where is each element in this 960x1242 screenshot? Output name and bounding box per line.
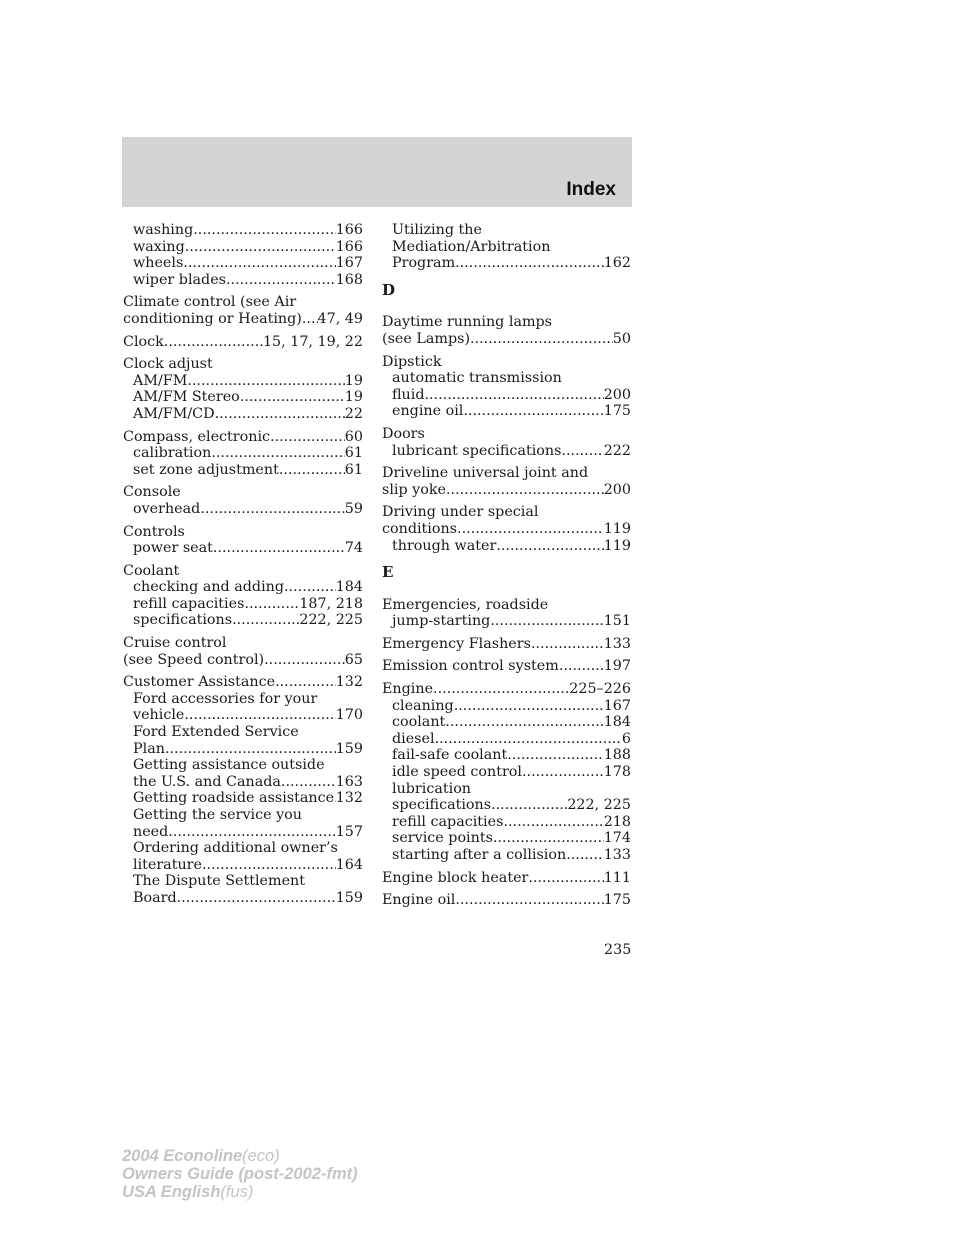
leader-dots xyxy=(522,764,604,781)
index-entry xyxy=(382,222,631,272)
index-line xyxy=(382,331,631,348)
index-entry xyxy=(123,222,363,288)
index-page-ref: 163 xyxy=(335,773,363,790)
index-term: Doors xyxy=(382,425,425,442)
index-page-ref: 19 xyxy=(344,372,363,389)
leader-dots xyxy=(183,255,335,272)
index-line xyxy=(382,698,631,715)
index-entry xyxy=(123,334,363,351)
leader-dots xyxy=(493,830,604,847)
index-line xyxy=(382,482,631,499)
index-term: (see Lamps) xyxy=(382,330,471,347)
index-line xyxy=(123,840,363,857)
index-term: Compass, electronic xyxy=(123,428,271,445)
index-entry xyxy=(123,524,363,557)
index-page-ref: 157 xyxy=(335,823,363,840)
index-entry xyxy=(382,314,631,347)
index-page-ref: 65 xyxy=(344,651,363,668)
index-line xyxy=(123,757,363,774)
leader-dots xyxy=(302,311,318,328)
index-letter-heading: E xyxy=(382,563,394,582)
index-page-ref: 47, 49 xyxy=(317,310,363,327)
index-line xyxy=(382,538,631,555)
index-page-ref: 222, 225 xyxy=(299,612,363,629)
index-page-ref: 61 xyxy=(344,445,363,462)
index-term: AM/FM Stereo xyxy=(133,389,240,406)
leader-dots xyxy=(213,540,345,557)
leader-dots xyxy=(185,239,336,256)
index-line xyxy=(123,272,363,289)
index-line xyxy=(382,465,631,482)
index-line xyxy=(382,314,631,331)
index-term: conditions xyxy=(382,520,458,537)
index-line xyxy=(382,403,631,420)
index-page-ref: 164 xyxy=(335,856,363,873)
index-line xyxy=(123,563,363,580)
index-entry xyxy=(382,636,631,653)
leader-dots xyxy=(457,521,604,538)
index-line xyxy=(382,222,631,239)
index-page-ref: 19 xyxy=(344,389,363,406)
index-entry xyxy=(123,294,363,327)
index-line xyxy=(123,707,363,724)
index-line xyxy=(123,807,363,824)
index-line xyxy=(382,636,631,653)
index-term: Driveline universal joint and xyxy=(382,465,589,482)
leader-dots xyxy=(232,612,299,629)
leader-dots xyxy=(531,636,604,653)
index-page-ref: 218 xyxy=(603,813,631,830)
index-page-ref: 197 xyxy=(603,658,631,675)
index-line xyxy=(123,579,363,596)
index-line xyxy=(123,389,363,406)
index-page-ref: 167 xyxy=(603,697,631,714)
index-page-ref: 200 xyxy=(603,481,631,498)
index-line xyxy=(382,370,631,387)
index-line xyxy=(123,445,363,462)
index-page-ref: 159 xyxy=(335,740,363,757)
index-entry xyxy=(382,658,631,675)
index-term: the U.S. and Canada xyxy=(133,773,281,790)
index-line xyxy=(123,239,363,256)
index-term: fluid xyxy=(392,386,425,403)
index-entry xyxy=(382,354,631,420)
footer-language: USA English xyxy=(122,1183,221,1201)
index-term: Console xyxy=(123,484,181,501)
index-term: The Dispute Settlement xyxy=(133,873,305,890)
index-line xyxy=(123,255,363,272)
index-line xyxy=(123,612,363,629)
index-page-ref: 166 xyxy=(335,222,363,238)
index-page-ref: 119 xyxy=(603,537,631,554)
index-term: cleaning xyxy=(392,697,454,714)
index-entry xyxy=(123,635,363,668)
index-page-ref: 6 xyxy=(621,730,631,747)
index-term: Ford accessories for your xyxy=(133,690,318,707)
index-entry xyxy=(382,597,631,630)
leader-dots xyxy=(284,579,336,596)
index-term: Program xyxy=(392,255,456,272)
index-page-ref: 159 xyxy=(335,889,363,906)
index-term: refill capacities xyxy=(392,813,504,830)
footer-line-3 xyxy=(122,1183,358,1201)
leader-dots xyxy=(184,707,335,724)
index-term: AM/FM/CD xyxy=(133,405,215,422)
index-line xyxy=(382,870,631,887)
index-page-ref: 222 xyxy=(603,442,631,459)
index-term: specifications xyxy=(392,797,492,814)
index-entry xyxy=(382,892,631,909)
index-line xyxy=(123,334,363,351)
index-term: Daytime running lamps xyxy=(382,314,553,331)
index-term: wheels xyxy=(133,255,184,272)
footer-model: 2004 Econoline xyxy=(122,1147,243,1165)
index-line xyxy=(123,462,363,479)
index-page-ref: 74 xyxy=(344,540,363,557)
index-term: literature xyxy=(133,856,202,873)
leader-dots xyxy=(445,714,603,731)
index-line xyxy=(123,857,363,874)
index-term: service points xyxy=(392,830,493,847)
leader-dots xyxy=(454,698,604,715)
index-line xyxy=(382,521,631,538)
index-term: Clock adjust xyxy=(123,356,213,373)
leader-dots xyxy=(279,462,345,479)
index-term: idle speed control xyxy=(392,764,522,781)
index-term: need xyxy=(133,823,169,840)
index-page-ref: 222, 225 xyxy=(567,797,631,814)
index-line xyxy=(382,239,631,256)
index-term: Dipstick xyxy=(382,353,442,370)
index-line xyxy=(123,524,363,541)
index-line xyxy=(123,294,363,311)
index-page-ref: 168 xyxy=(335,271,363,288)
index-term: set zone adjustment xyxy=(133,461,279,478)
leader-dots xyxy=(215,406,345,423)
leader-dots xyxy=(503,814,603,831)
index-line xyxy=(123,222,363,239)
index-line xyxy=(382,764,631,781)
index-line xyxy=(123,890,363,907)
index-term: automatic transmission xyxy=(392,370,562,387)
leader-dots xyxy=(491,797,567,814)
index-term: lubricant specifications xyxy=(392,442,562,459)
index-entry xyxy=(123,563,363,629)
index-term: Ordering additional owner’s xyxy=(133,840,338,857)
index-page-ref: 132 xyxy=(335,790,363,807)
leader-dots xyxy=(244,596,299,613)
index-term: Plan xyxy=(133,740,165,757)
index-term: vehicle xyxy=(133,707,185,724)
index-term: through water xyxy=(392,537,497,554)
footer-language-code: (fus) xyxy=(220,1183,254,1201)
index-line xyxy=(123,635,363,652)
index-term: Getting the service you xyxy=(133,807,302,823)
leader-dots xyxy=(490,613,603,630)
index-line xyxy=(382,613,631,630)
index-term: Getting roadside assistance xyxy=(133,790,335,807)
leader-dots xyxy=(164,334,263,351)
index-line xyxy=(123,724,363,741)
index-line xyxy=(123,540,363,557)
index-term: Clock xyxy=(123,333,164,350)
index-entry xyxy=(123,356,363,422)
index-entry xyxy=(382,681,631,864)
index-line xyxy=(382,830,631,847)
index-line xyxy=(382,747,631,764)
index-term: washing xyxy=(133,222,194,238)
leader-dots xyxy=(433,681,569,698)
footer-line-1 xyxy=(122,1147,358,1165)
index-entry xyxy=(382,504,631,554)
index-line xyxy=(382,892,631,909)
footer-line-2 xyxy=(122,1165,358,1183)
index-entry xyxy=(382,870,631,887)
index-page-ref: 166 xyxy=(335,238,363,255)
index-term: Mediation/Arbitration xyxy=(392,238,551,255)
index-line xyxy=(123,429,363,446)
index-line xyxy=(382,597,631,614)
index-page-ref: 162 xyxy=(603,255,631,272)
leader-dots xyxy=(561,443,603,460)
index-line xyxy=(123,406,363,423)
index-term: wiper blades xyxy=(133,271,226,288)
leader-dots xyxy=(168,824,335,841)
index-term: refill capacities xyxy=(133,595,245,612)
leader-dots xyxy=(193,222,335,239)
index-term: Engine xyxy=(382,681,434,698)
index-term: Controls xyxy=(123,523,185,540)
leader-dots xyxy=(275,674,336,691)
index-page-ref: 188 xyxy=(603,747,631,764)
index-term: Coolant xyxy=(123,562,180,579)
index-term: coolant xyxy=(392,714,446,731)
index-page-ref: 170 xyxy=(335,707,363,724)
index-line xyxy=(382,814,631,831)
index-line xyxy=(123,691,363,708)
index-line xyxy=(382,847,631,864)
index-term: Engine block heater xyxy=(382,869,529,886)
index-letter-heading: D xyxy=(382,280,396,299)
index-page-ref: 184 xyxy=(603,714,631,731)
index-term: Engine oil xyxy=(382,892,456,909)
index-term: waxing xyxy=(133,238,185,255)
index-column-left xyxy=(123,222,363,913)
index-term: Customer Assistance xyxy=(123,674,276,691)
index-page-ref: 22 xyxy=(344,405,363,422)
index-line xyxy=(382,354,631,371)
index-line xyxy=(123,790,363,807)
leader-dots xyxy=(177,890,336,907)
document-footer xyxy=(122,1147,358,1201)
footer-model-code: (eco) xyxy=(242,1147,280,1165)
index-line xyxy=(123,484,363,501)
index-line xyxy=(123,356,363,373)
index-page-ref: 200 xyxy=(603,386,631,403)
index-term: Climate control (see Air xyxy=(123,294,297,311)
index-entry xyxy=(123,429,363,479)
index-page-ref: 167 xyxy=(335,255,363,272)
page-number: 235 xyxy=(604,942,632,958)
index-term: jump-starting xyxy=(392,613,491,630)
index-line xyxy=(123,824,363,841)
index-page-ref: 111 xyxy=(603,869,631,886)
index-line xyxy=(382,731,631,748)
leader-dots xyxy=(270,429,345,446)
index-term: diesel xyxy=(392,730,435,747)
index-entry xyxy=(382,465,631,498)
leader-dots xyxy=(187,373,344,390)
leader-dots xyxy=(226,272,336,289)
index-line xyxy=(123,873,363,890)
index-term: Emergency Flashers xyxy=(382,635,531,652)
index-page-ref: 133 xyxy=(603,635,631,652)
index-line xyxy=(123,674,363,691)
leader-dots xyxy=(165,741,336,758)
index-line xyxy=(123,501,363,518)
leader-dots xyxy=(435,731,622,748)
index-term: AM/FM xyxy=(133,372,188,389)
leader-dots xyxy=(455,892,603,909)
leader-dots xyxy=(240,389,345,406)
index-term: conditioning or Heating) xyxy=(123,310,302,327)
leader-dots xyxy=(424,387,603,404)
index-entry xyxy=(123,484,363,517)
index-page-ref: 174 xyxy=(603,830,631,847)
index-line xyxy=(123,741,363,758)
index-line xyxy=(382,443,631,460)
leader-dots xyxy=(507,747,603,764)
index-page-ref: 132 xyxy=(335,674,363,691)
index-term: Emission control system xyxy=(382,658,559,675)
index-term: power seat xyxy=(133,540,213,557)
index-term: Emergencies, roadside xyxy=(382,596,549,613)
index-term: starting after a collision xyxy=(392,847,567,863)
index-column-right xyxy=(382,222,631,915)
index-term: specifications xyxy=(133,612,233,629)
index-term: Utilizing the xyxy=(392,222,482,238)
index-page-ref: 178 xyxy=(603,764,631,781)
index-page-ref: 151 xyxy=(603,613,631,630)
index-page-ref: 119 xyxy=(603,520,631,537)
index-entry xyxy=(123,674,363,906)
leader-dots xyxy=(496,538,603,555)
index-line xyxy=(382,426,631,443)
index-page-ref: 59 xyxy=(344,500,363,517)
index-term: checking and adding xyxy=(133,579,285,596)
footer-guide: Owners Guide (post-2002-fmt) xyxy=(122,1165,358,1183)
index-page-ref: 60 xyxy=(344,428,363,445)
leader-dots xyxy=(202,857,336,874)
index-line xyxy=(382,658,631,675)
index-term: engine oil xyxy=(392,403,464,420)
index-term: Cruise control xyxy=(123,635,227,652)
index-page-ref: 50 xyxy=(612,330,631,347)
index-page-ref: 187, 218 xyxy=(299,595,363,612)
leader-dots xyxy=(463,403,603,420)
leader-dots xyxy=(200,501,344,518)
index-term: Getting assistance outside xyxy=(133,757,325,774)
index-line xyxy=(382,387,631,404)
index-term: fail-safe coolant xyxy=(392,747,508,764)
index-page-ref: 175 xyxy=(603,892,631,909)
index-term: Ford Extended Service xyxy=(133,724,299,741)
index-line xyxy=(123,774,363,791)
leader-dots xyxy=(264,652,345,669)
index-term: calibration xyxy=(133,445,212,462)
index-line xyxy=(382,714,631,731)
header-band xyxy=(122,137,632,207)
leader-dots xyxy=(281,774,336,791)
index-line xyxy=(382,504,631,521)
leader-dots xyxy=(566,847,604,864)
index-line xyxy=(382,255,631,272)
index-line xyxy=(123,373,363,390)
index-page-ref: 175 xyxy=(603,403,631,420)
leader-dots xyxy=(455,255,604,272)
index-term: overhead xyxy=(133,500,201,517)
index-line xyxy=(123,596,363,613)
leader-dots xyxy=(446,482,604,499)
leader-dots xyxy=(470,331,613,348)
index-line xyxy=(123,652,363,669)
index-line xyxy=(382,781,631,798)
index-line xyxy=(382,681,631,698)
index-term: Driving under special xyxy=(382,504,539,521)
index-page-ref: 225–226 xyxy=(569,681,631,698)
leader-dots xyxy=(528,870,603,887)
index-line xyxy=(382,797,631,814)
index-page-ref: 61 xyxy=(344,461,363,478)
index-entry xyxy=(382,426,631,459)
index-page-ref: 184 xyxy=(335,579,363,596)
index-term: lubrication xyxy=(392,780,472,797)
index-line xyxy=(123,311,363,328)
index-page-ref: 133 xyxy=(603,847,631,863)
leader-dots xyxy=(211,445,344,462)
index-term: slip yoke xyxy=(382,481,446,498)
index-term: Board xyxy=(133,889,177,906)
index-term: (see Speed control) xyxy=(123,651,265,668)
index-page-ref: 15, 17, 19, 22 xyxy=(262,333,363,350)
leader-dots xyxy=(559,658,604,675)
page-title: Index xyxy=(566,179,616,200)
